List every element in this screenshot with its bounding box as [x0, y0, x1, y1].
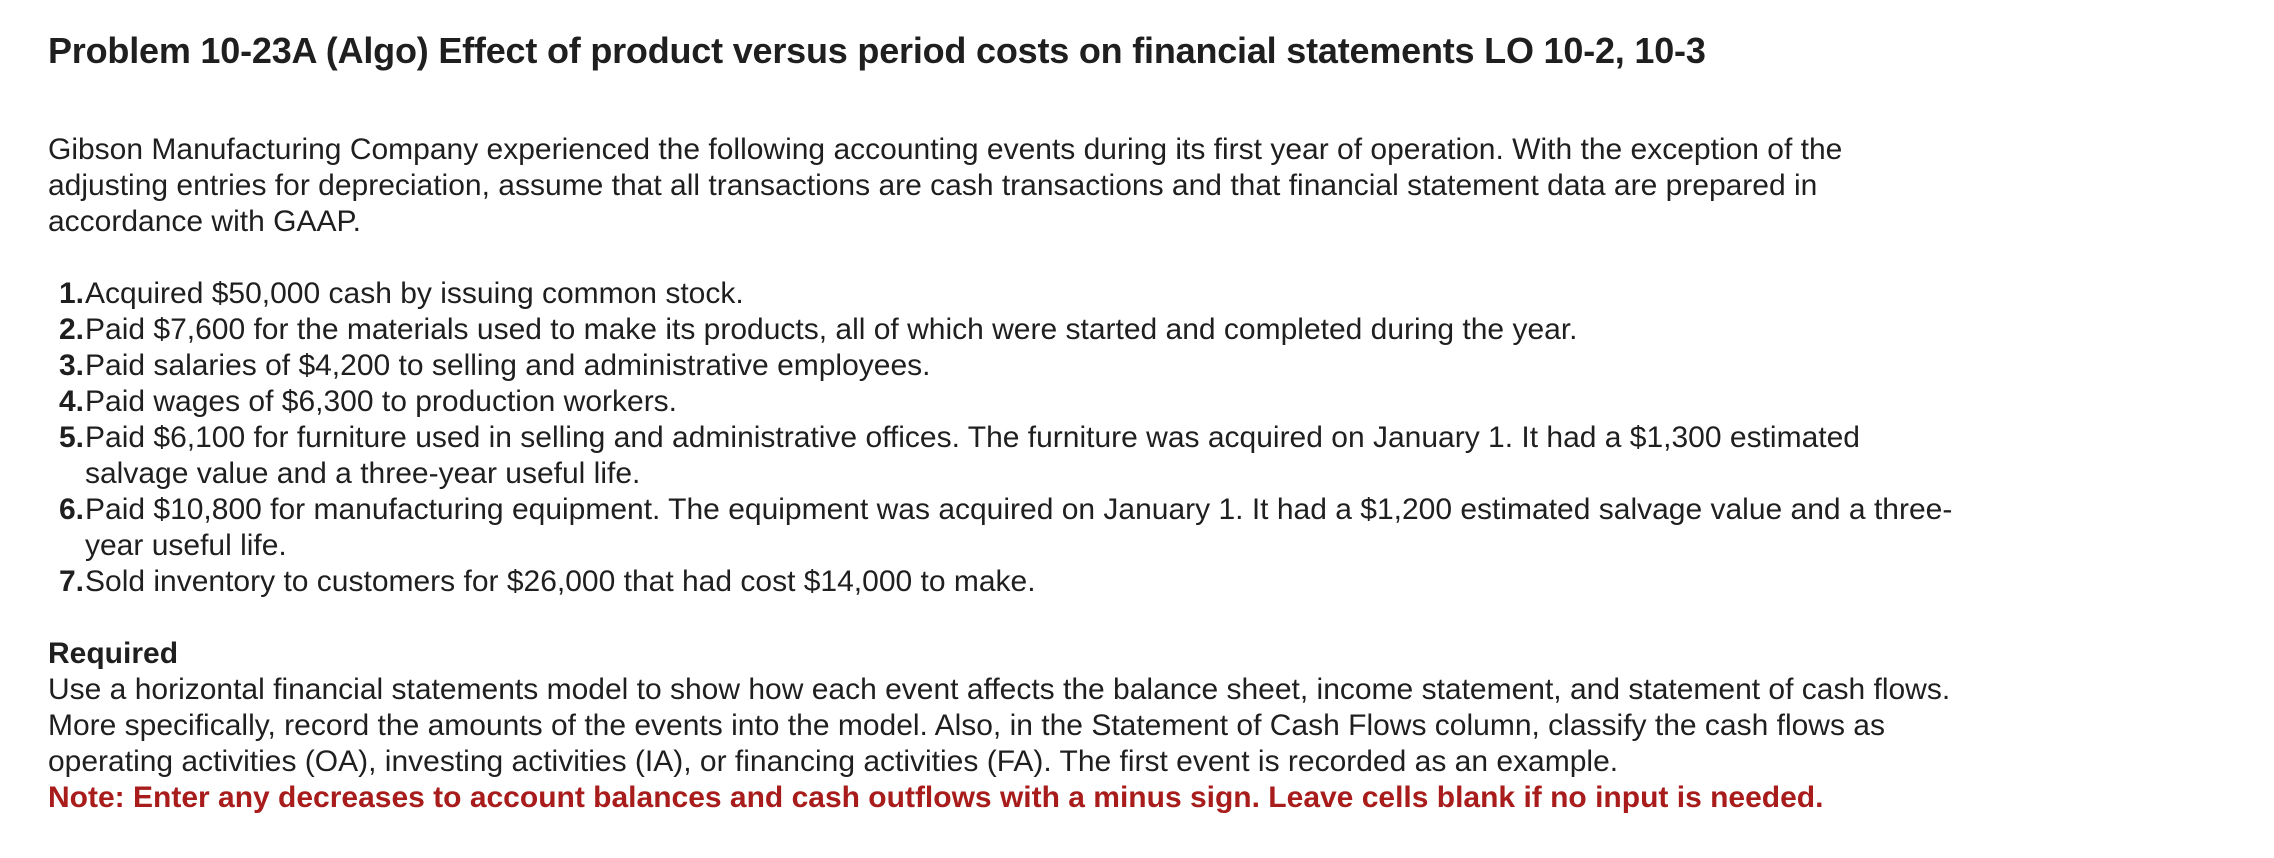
event-text: Paid wages of $6,300 to production workers.	[85, 385, 678, 418]
event-number: 7.	[58, 565, 84, 598]
event-number: 1.	[58, 277, 84, 310]
event-text: Acquired $50,000 cash by issuing common stock.	[85, 277, 744, 310]
required-instructions: Use a horizontal financial statements model to show how each event affects the balance sheet, income statement, and statement of cash flows. More specifically, record the amounts of the events into the model. Also, in the Statement of Cash Flows column, classify the cash flows as operating activities (OA), investing activities (IA), or financing activities (FA). The first event is recorded as an example.	[48, 673, 1951, 778]
problem-content	[48, 28, 1968, 816]
event-text: Paid $10,800 for manufacturing equipment. The equipment was acquired on January 1. It had a $1,200 estimated salvage value and a three-year useful life.	[85, 493, 1953, 562]
required-heading: Required	[48, 637, 179, 670]
event-list	[48, 276, 1968, 600]
event-number: 5.	[58, 421, 84, 454]
required-note: Note: Enter any decreases to account balances and cash outflows with a minus sign. Leave cells blank if no input is needed.	[48, 781, 1824, 814]
problem-intro: Gibson Manufacturing Company experienced the following accounting events during its first year of operation. With the exception of the adjusting entries for depreciation, assume that all transactions are cash transactions and that financial statement data are prepared in accordance with GAAP.	[48, 133, 1843, 238]
problem-title: Problem 10-23A (Algo) Effect of product versus period costs on financial statements LO 10-2, 10-3	[48, 30, 1706, 71]
event-text: Paid $7,600 for the materials used to make its products, all of which were started and completed during the year.	[85, 313, 1578, 346]
event-number: 6.	[58, 493, 84, 526]
event-number: 3.	[58, 349, 84, 382]
event-item	[48, 420, 1968, 492]
event-item	[48, 384, 1968, 420]
event-text: Paid $6,100 for furniture used in selling and administrative offices. The furniture was acquired on January 1. It had a $1,300 estimated salvage value and a three-year useful life.	[85, 421, 1860, 490]
event-number: 2.	[58, 313, 84, 346]
event-item	[48, 564, 1968, 600]
event-item	[48, 312, 1968, 348]
event-item	[48, 492, 1968, 564]
event-text: Paid salaries of $4,200 to selling and administrative employees.	[85, 349, 931, 382]
event-item	[48, 276, 1968, 312]
event-item	[48, 348, 1968, 384]
event-number: 4.	[58, 385, 84, 418]
event-text: Sold inventory to customers for $26,000 that had cost $14,000 to make.	[85, 565, 1036, 598]
